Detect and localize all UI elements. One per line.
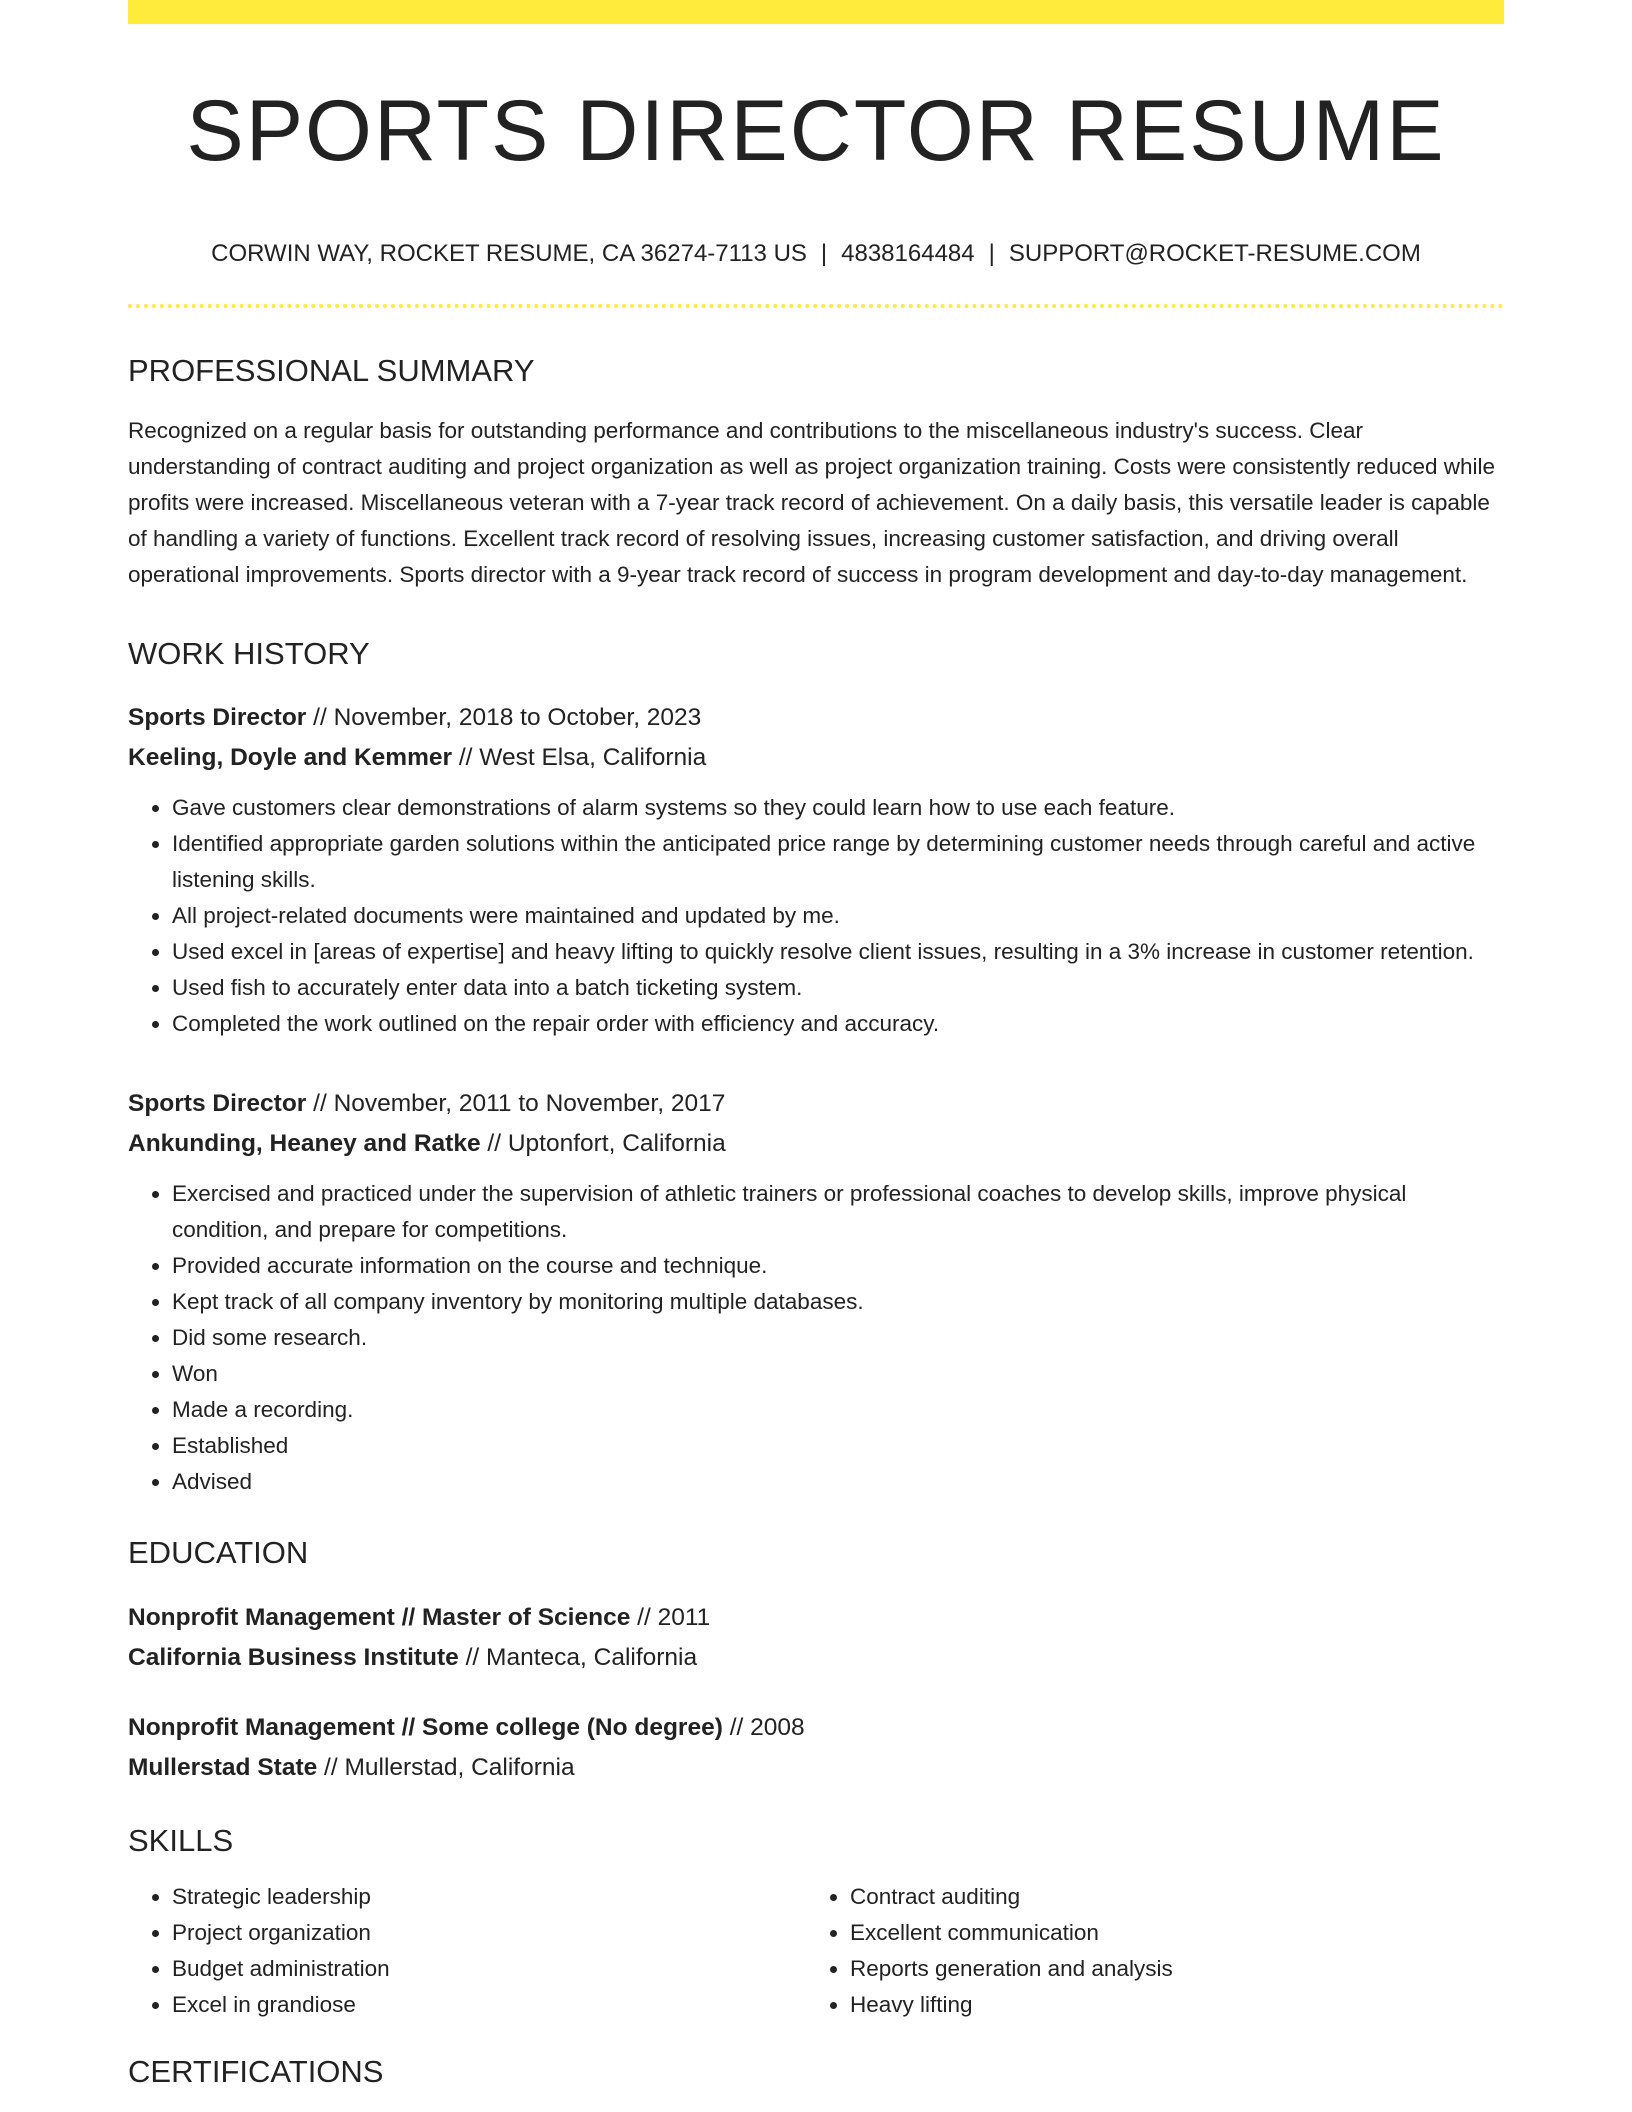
education-year: // 2008 [722,1713,805,1741]
education-location: // Manteca, California [458,1643,698,1671]
list-item: • Heavy lifting [850,1987,1484,2023]
education-entry [128,1598,1504,1678]
job-dates: // November, 2011 to November, 2017 [306,1090,726,1118]
certifications-heading: CERTIFICATIONS [128,2053,384,2089]
contact-email: SUPPORT@ROCKET-RESUME.COM [1008,240,1421,267]
job-title-line [128,1084,1504,1124]
skills-columns [128,1879,1504,2023]
education-school: California Business Institute [128,1643,459,1671]
job-title: Sports Director [128,1090,307,1118]
education-school-line [128,1638,1504,1678]
dotted-divider [128,304,1504,308]
job-bullets [128,1176,1504,1500]
list-item: • All project-related documents were maintained and updated by me. [172,898,1504,934]
contact-separator: | [988,240,995,267]
job-title: Sports Director [128,704,307,732]
job-location: // West Elsa, California [452,744,707,772]
education-location: // Mullerstad, California [317,1753,575,1781]
job-title-line [128,698,1504,738]
skills-left-list [128,1879,806,2023]
job-company: Keeling, Doyle and Kemmer [128,744,453,772]
resume-page [128,0,1504,2090]
contact-address: CORWIN WAY, ROCKET RESUME, CA 36274-7113 US [211,240,807,267]
education-degree: Nonprofit Management // Master of Science [128,1603,631,1631]
summary-text: Recognized on a regular basis for outstanding performance and contributions to the miscellaneous industry's success. Clear understanding of contract auditing and project organization as well as project organization training. Costs were consistently reduced while profits were increased. Miscellaneous veteran with a 7-year track record of achievement. On a daily basis, this versatile leader is capable of handling a variety of functions. Excellent track record of resolving issues, increasing customer satisfaction, and driving overall operational improvements. Sports director with a 9-year track record of success in program development and day-to-day management. [128,418,1496,588]
job-company-line [128,738,1504,778]
education-entry [128,1708,1504,1788]
work-history-heading: WORK HISTORY [128,636,370,672]
job-dates: // November, 2018 to October, 2023 [306,704,702,732]
job-bullets [128,790,1504,1042]
list-item: • Excel in grandiose [172,1987,806,2023]
list-item: • Made a recording. [172,1392,1504,1428]
skills-right-list [806,1879,1484,2023]
list-item: • Did some research. [172,1320,1504,1356]
accent-top-bar [128,0,1504,24]
list-item: • Budget administration [172,1951,806,1987]
list-item: • Contract auditing [850,1879,1484,1915]
education-school: Mullerstad State [128,1753,318,1781]
education-degree: Nonprofit Management // Some college (No degree) [128,1713,723,1741]
summary-heading: PROFESSIONAL SUMMARY [128,353,535,388]
list-item: • Identified appropriate garden solutions within the anticipated price range by determining customer needs through careful and active listening skills. [172,826,1504,898]
list-item: • Won [172,1356,1504,1392]
contact-line [128,240,1504,268]
list-item: • Gave customers clear demonstrations of alarm systems so they could learn how to use each feature. [172,790,1504,826]
list-item: • Completed the work outlined on the repair order with efficiency and accuracy. [172,1006,1504,1042]
education-heading: EDUCATION [128,1535,309,1571]
list-item: • Provided accurate information on the course and technique. [172,1248,1504,1284]
contact-phone: 4838164484 [841,240,975,267]
list-item: • Excellent communication [850,1915,1484,1951]
skills-heading: SKILLS [128,1822,234,1858]
list-item: • Strategic leadership [172,1879,806,1915]
contact-separator: | [820,240,828,267]
education-degree-line [128,1598,1504,1638]
job-company-line [128,1124,1504,1164]
job-entry [128,698,1504,1042]
job-location: // Uptonfort, California [480,1130,726,1158]
education-year: // 2011 [630,1603,711,1631]
resume-title: SPORTS DIRECTOR RESUME [186,83,1446,179]
list-item: • Project organization [172,1915,806,1951]
job-company: Ankunding, Heaney and Ratke [128,1130,481,1158]
list-item: • Kept track of all company inventory by monitoring multiple databases. [172,1284,1504,1320]
list-item: • Used fish to accurately enter data into a batch ticketing system. [172,970,1504,1006]
education-degree-line [128,1708,1504,1748]
list-item: • Reports generation and analysis [850,1951,1484,1987]
job-entry [128,1084,1504,1500]
list-item: • Established [172,1428,1504,1464]
list-item: • Exercised and practiced under the supervision of athletic trainers or professional coaches to develop skills, improve physical condition, and prepare for competitions. [172,1176,1504,1248]
list-item: • Used excel in [areas of expertise] and heavy lifting to quickly resolve client issues, resulting in a 3% increase in customer retention. [172,934,1504,970]
education-school-line [128,1748,1504,1788]
list-item: • Advised [172,1464,1504,1500]
